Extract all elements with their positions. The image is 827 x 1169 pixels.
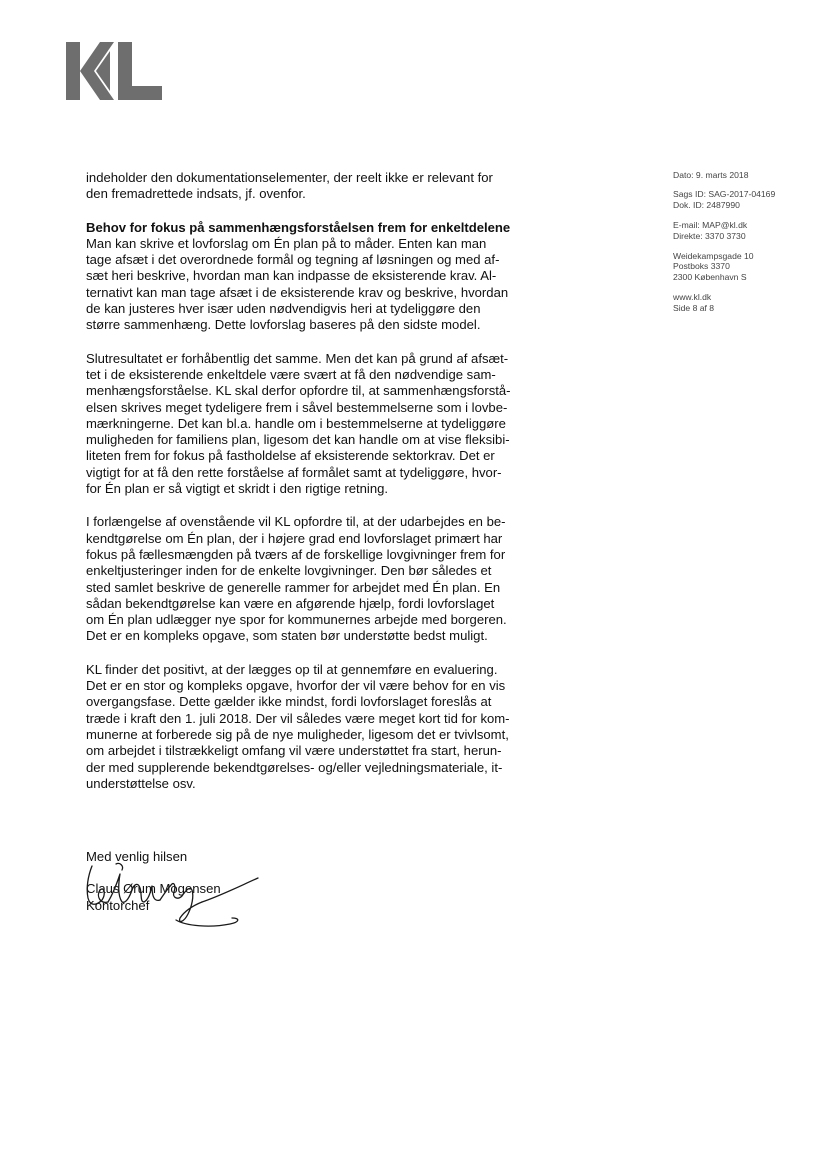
date-group — [673, 170, 813, 180]
sidebar-info — [673, 170, 813, 323]
email: E-mail: MAP@kl.dk — [673, 220, 748, 231]
text-line: Det er en stor og kompleks opgave, hvorfor der vil være behov for en vis — [86, 678, 506, 694]
text-line: sted samlet beskrive de generelle rammer for arbejdet med Én plan. En — [86, 579, 501, 595]
text-line: mærkningerne. Det kan bl.a. handle om i bestemmelserne at tydeliggøre — [86, 415, 506, 431]
text-line: der med supplerende bekendtgørelses- og/eller vejledningsmateriale, it- — [86, 759, 503, 775]
text-line: vigtigt for at få den rette forståelse af formålet samt at tydeliggøre, hvor- — [86, 464, 502, 480]
text-line: Slutresultatet er forhåbentlig det samme. Men det kan på grund af afsæt- — [86, 350, 509, 366]
direct-phone: Direkte: 3370 3730 — [673, 230, 746, 241]
text-line: indeholder den dokumentationselementer, der reelt ikke er relevant for — [86, 170, 493, 185]
text-line: overgangsfase. Dette gælder ikke mindst, fordi lovforslaget foreslås at — [86, 694, 492, 710]
text-line: understøttelse osv. — [86, 775, 196, 791]
web-group — [673, 292, 813, 313]
case-group — [673, 189, 813, 210]
text-line: sæt heri beskrive, hvordan man kan indpasse de eksisterende krav. Al- — [86, 268, 497, 284]
paragraph-5 — [86, 662, 566, 792]
paragraph-3 — [86, 351, 566, 498]
text-line: menhængsforståelse. KL skal derfor opfordre til, at sammenhængsforstå- — [86, 383, 511, 399]
text-line: træde i kraft den 1. juli 2018. Der vil således være meget kort tid for kom- — [86, 710, 510, 726]
text-line: Det er en kompleks opgave, som staten bør understøtte bedst muligt. — [86, 628, 488, 644]
text-line: fokus på fællesmængden på tværs af de forskellige lovgivninger frem for — [86, 546, 506, 562]
text-line: tage afsæt i det overordnede formål og tegning af løsningen og med af- — [86, 252, 500, 268]
text-line: munerne at forberede sig på de nye muligheder, ligesom det er tvivlsomt, — [86, 726, 509, 742]
doc-id: Dok. ID: 2487990 — [673, 199, 740, 210]
text-line: muligheden for familiens plan, ligesom det kan handle om at vise fleksibi- — [86, 432, 510, 448]
text-line: sådan bekendtgørelse kan være en afgørende hjælp, fordi lovforslaget — [86, 595, 495, 611]
text-line: om Én plan udlægger nye spor for kommunernes arbejde med borgeren. — [86, 612, 507, 628]
text-line: KL finder det positivt, at der lægges op til at gennemføre en evaluering. — [86, 661, 498, 677]
text-line: om arbejdet i tilstrækkeligt omfang vil være understøttet fra start, herun- — [86, 743, 502, 759]
paragraph-2 — [86, 220, 566, 334]
letter-body — [86, 170, 566, 809]
text-line: den fremadrettede indsats, jf. ovenfor. — [86, 186, 306, 202]
handwritten-signature — [80, 856, 265, 936]
text-line: I forlængelse af ovenstående vil KL opfordre til, at der udarbejdes en be- — [86, 514, 506, 530]
kl-logo — [66, 40, 166, 102]
website: www.kl.dk — [673, 292, 712, 303]
page-number: Side 8 af 8 — [673, 302, 715, 313]
text-line: for Én plan er så vigtigt et skridt i den rigtige retning. — [86, 481, 389, 497]
section-heading: Behov for fokus på sammenhængsforståelsen frem for enkeltdelene — [86, 219, 511, 235]
address-line: 2300 København S — [673, 271, 747, 282]
text-line: Man kan skrive et lovforslag om Én plan på to måder. Enten kan man — [86, 235, 487, 251]
text-line: de kan justeres hver især uden nødvendigvis heri at tydeliggøre den — [86, 301, 481, 317]
case-id: Sags ID: SAG-2017-04169 — [673, 189, 776, 200]
contact-group — [673, 220, 813, 241]
address-line: Postboks 3370 — [673, 261, 730, 272]
signer-title: Kontorchef — [86, 897, 150, 913]
address-line: Weidekampsgade 10 — [673, 251, 754, 262]
paragraph-4 — [86, 514, 566, 644]
text-line: større sammenhæng. Dette lovforslag baseres på den sidste model. — [86, 317, 481, 333]
text-line: liteten frem for fokus på fastholdelse af eksisterende sektorkrav. Det er — [86, 448, 495, 464]
text-line: tet i de eksisterende enkeltdele være svært at få den nødvendige sam- — [86, 366, 496, 382]
address-group — [673, 251, 813, 282]
text-line: ternativt kan man tage afsæt i de eksisterende krav og beskrive, hvordan — [86, 284, 509, 300]
text-line: elsen skrives meget tydeligere frem i såvel bestemmelserne som i lovbe- — [86, 399, 508, 415]
text-line: kendtgørelse om Én plan, der i højere grad end lovforslaget primært har — [86, 530, 503, 546]
date-label: Dato: 9. marts 2018 — [673, 170, 749, 180]
signer-name: Claus Ørum Mogensen — [86, 881, 221, 897]
text-line: enkeltjusteringer inden for de enkelte lovgivninger. Den bør således et — [86, 563, 492, 579]
greeting: Med venlig hilsen — [86, 849, 188, 864]
paragraph-1 — [86, 170, 566, 203]
